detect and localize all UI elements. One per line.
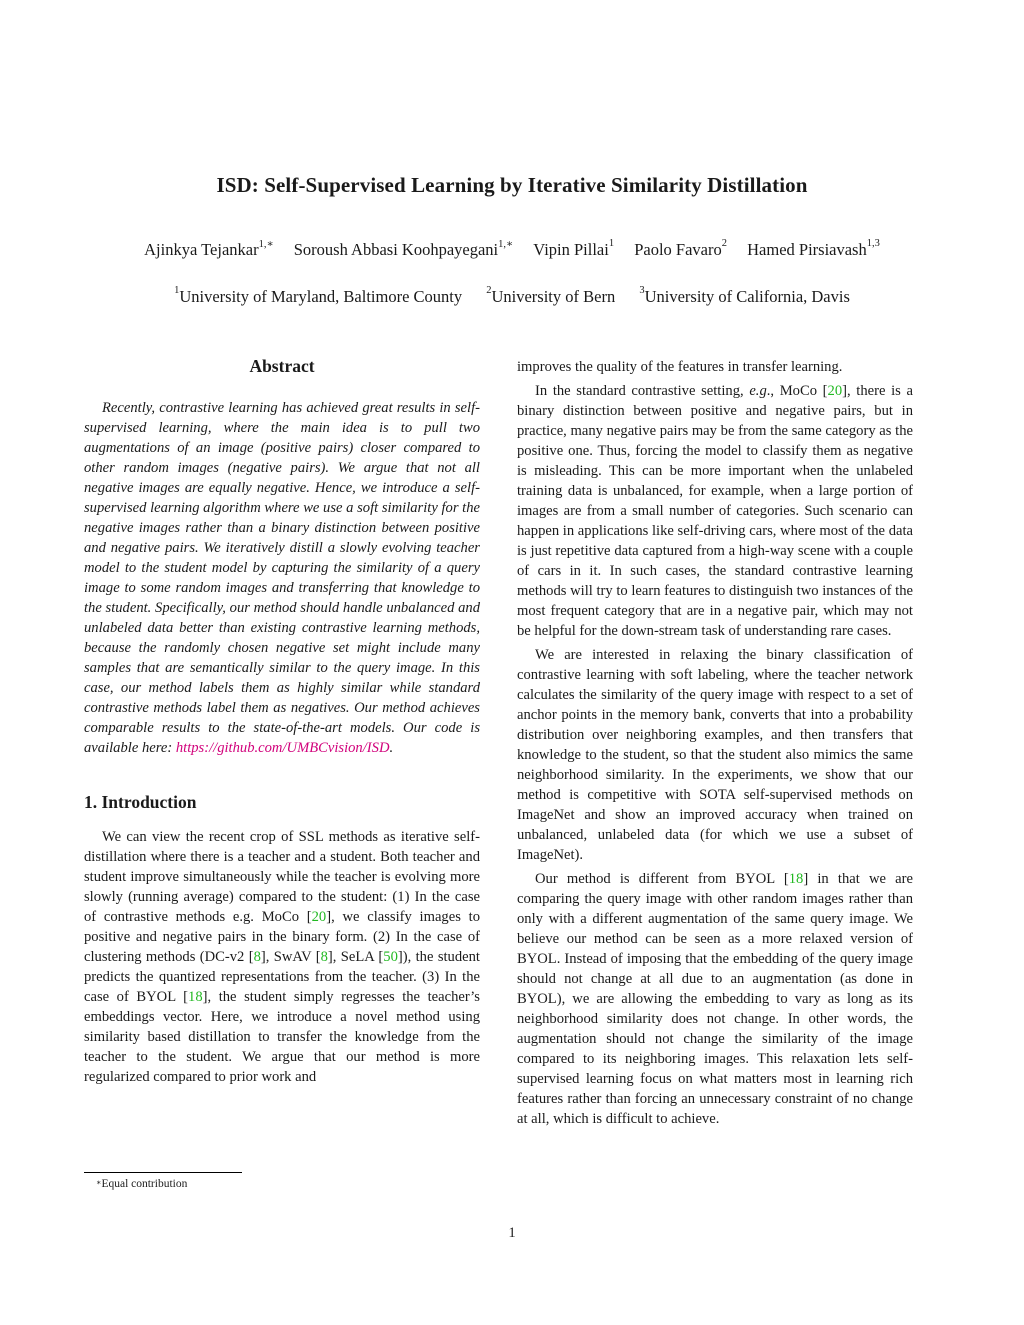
- citation[interactable]: 8: [320, 949, 328, 965]
- affiliation-list: [0, 287, 1024, 307]
- citation[interactable]: 8: [253, 949, 261, 965]
- citation[interactable]: 20: [311, 909, 327, 925]
- affiliation: $^1$University of Maryland, Baltimore County: [174, 285, 463, 306]
- citation[interactable]: 18: [188, 989, 203, 1005]
- affiliation: $^2$University of Bern: [486, 285, 616, 306]
- author-list: [0, 240, 1024, 260]
- code-link[interactable]: https://github.com/UMBCvision/ISD: [175, 740, 390, 756]
- author: Vipin Pillai$^1$: [533, 238, 615, 259]
- page-number: 1: [508, 1225, 516, 1241]
- section-heading-introduction: 1. Introduction: [84, 792, 197, 812]
- intro-paragraph-3: We are interested in relaxing the binary classification of contrastive learning with soft labeling, where the teacher network calculates the similarity of the query image with respect to a set of anchor points in the memory bank, converts that into a probability distribution over neighboring examples, and then transfers that knowledge to the student, so that the student also mimics the same neighborhood similarity. In the experiments, we show that our method is competitive with SOTA self-supervised methods on ImageNet and show an improved accuracy when trained on unbalanced, unlabeled data (for which we use a subset of ImageNet).: [517, 647, 913, 863]
- intro-paragraph-1-continued: improves the quality of the features in transfer learning.: [517, 359, 843, 375]
- author: Ajinkya Tejankar$^{1,∗}$: [144, 239, 274, 259]
- author: Soroush Abbasi Koohpayegani$^{1,∗}$: [293, 239, 514, 259]
- affiliation: $^3$University of California, Davis: [639, 285, 850, 306]
- paper-title: ISD: Self-Supervised Learning by Iterative Similarity Distillation: [216, 173, 808, 197]
- citation[interactable]: 50: [383, 949, 398, 965]
- citation[interactable]: 18: [788, 871, 804, 887]
- author: Paolo Favaro$^2$: [634, 238, 727, 259]
- right-column: [517, 357, 913, 1133]
- abstract-body: Recently, contrastive learning has achieved great results in self-supervised learning, where the main idea is to pull two augmentations of an image (positive pairs) closer compared to other random images (negative pairs). We argue that not all negative images are equally negative. Hence, we introduce a self-supervised learning algorithm where we use a soft similarity for the negative images rather than a binary distinction between positive and negative pairs. We iteratively distill a slowly evolving teacher model to the student model by capturing the similarity of a query image to some random images and transferring that knowledge to the student. Specifically, our method should handle unbalanced and unlabeled data better than existing contrastive learning methods, because the randomly chosen negative set might include many samples that are semantically similar to the query image. In this case, our method labels them as highly similar while standard contrastive methods label them as negatives. Our method achieves comparable results to the state-of-the-art models. Our code is available here: https://github.com/UMBCvision/ISD.: [84, 400, 480, 756]
- footnote: ∗Equal contribution: [96, 1178, 188, 1190]
- intro-paragraph-2: In the standard contrastive setting, e.g., MoCo [20], there is a binary distinction between positive and negative pairs, but in practice, many negative pairs may be from the same category as the positive one. Thus, forcing the model to classify them as negative is misleading. This can be more important when the unlabeled training data is unbalanced, for example, when a large portion of images are from a small number of categories. Such scenario can happen in applications like self-driving cars, where most of the data is just repetitive data captured from a high-way scene with a couple of cars in it. In such cases, the standard contrastive learning methods will try to learn features to distinguish two instances of the most frequent category that are in a negative pair, which may not be helpful for the down-stream task of understanding rare cases.: [517, 383, 913, 639]
- intro-paragraph-4: Our method is different from BYOL [18] in that we are comparing the query image with other random images rather than only with a different augmentation of the same query image. We believe our method can be seen as a more relaxed version of BYOL. Instead of imposing that the embedding of the query image should not change at all due to an augmentation (as done in BYOL), we are allowing the embedding to vary as long as its neighborhood similarity does not change. In other words, the augmentation should not change the similarity of the image compared to its neighboring images. This relaxation lets self-supervised learning focus on what matters most in learning rich features rather than forcing an unnecessary constraint of no change at all, which is difficult to achieve.: [517, 871, 913, 1127]
- citation[interactable]: 20: [827, 383, 843, 399]
- left-column: [84, 356, 480, 1091]
- intro-paragraph-1: We can view the recent crop of SSL methods as iterative self-distillation where there is a teacher and a student. Both teacher and student improve simultaneously while the teacher is evolving more slowly (running average) compared to the student: (1) In the case of contrastive methods e.g. MoCo [20], we classify images to positive and negative pairs in the binary form. (2) In the case of clustering methods (DC-v2 [8], SwAV [8], SeLA [50]), the student predicts the quantized representations from the teacher. (3) In the case of BYOL [18], the student simply regresses the teacher’s embeddings vector. Here, we introduce a novel method using similarity based distillation to transfer the knowledge from the teacher to the student. We argue that our method is more regularized compared to prior work and: [84, 829, 480, 1085]
- abstract-heading: Abstract: [249, 356, 315, 376]
- footnote-rule: [84, 1172, 242, 1173]
- author: Hamed Pirsiavash$^{1,3}$: [747, 238, 880, 259]
